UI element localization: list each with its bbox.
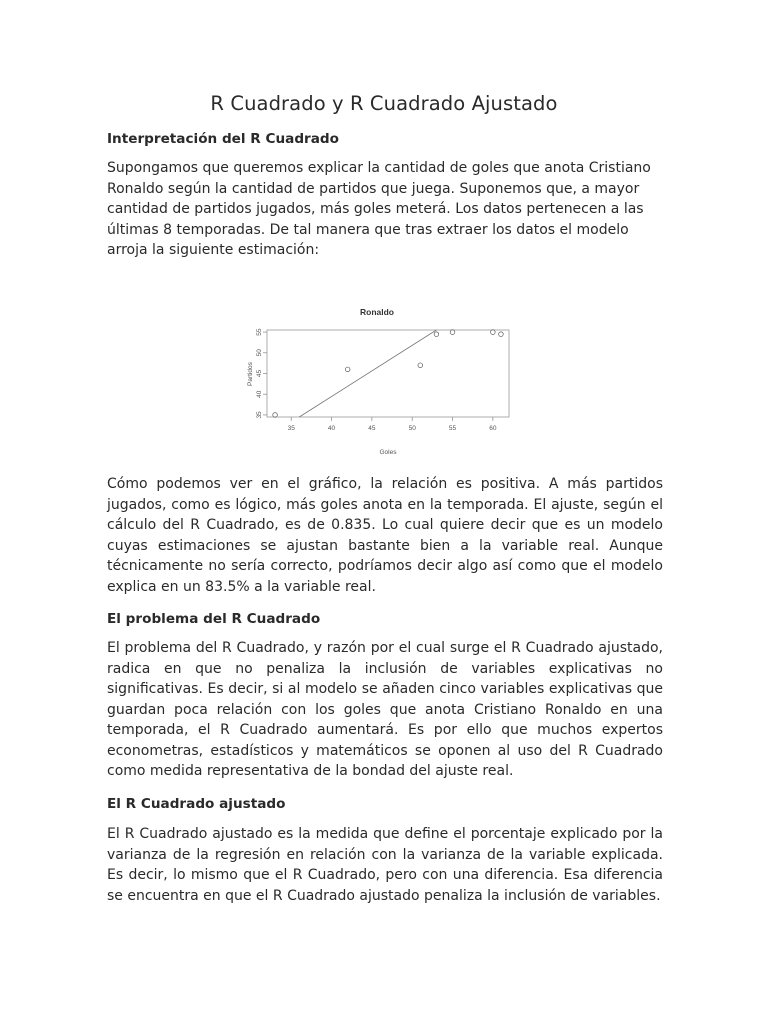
x-tick-label: 35 xyxy=(287,425,295,432)
paragraph-relacion: Cómo podemos ver en el gráfico, la relación es positiva. A más partidos jugados, como es lógico, más goles anota en la temporada. El ajuste, según el cálculo del R Cuadrado, es de 0.835. Lo cual quiere decir que es un modelo cuyas estimaciones se ajustan bastante bien a la variable real. Aunque técnicamente no sería correcto, podríamos decir algo así como que el modelo explica en un 83.5% a la variable real. xyxy=(107,476,663,595)
chart-title: Ronaldo xyxy=(360,307,394,317)
data-point xyxy=(450,330,455,335)
data-point xyxy=(418,363,423,368)
x-axis-label: Goles xyxy=(379,449,397,456)
document-title: R Cuadrado y R Cuadrado Ajustado xyxy=(210,92,558,115)
scatter-chart xyxy=(236,298,518,463)
chart-svg xyxy=(236,298,518,463)
x-tick-label: 55 xyxy=(448,425,457,432)
paragraph-problema: El problema del R Cuadrado, y razón por el cual surge el R Cuadrado ajustado, radica en que no penaliza la inclusión de variables explicativas no significativas. Es decir, si al modelo se añaden cinco variables explicativas que guardan poca relación con los goles que anota Cristiano Ronaldo en una temporada, el R Cuadrado aumentará. Es por ello que muchos expertos econometras, estadísticos y matemáticos se oponen al uso del R Cuadrado como medida representativa de la bondad del ajuste real. xyxy=(107,640,663,779)
regression-line xyxy=(299,330,436,417)
y-axis-label: Partidos xyxy=(247,362,254,386)
y-tick-label: 50 xyxy=(256,349,263,357)
x-tick-label: 60 xyxy=(489,425,497,432)
heading-problema: El problema del R Cuadrado xyxy=(107,611,321,627)
y-tick-label: 40 xyxy=(256,390,263,398)
data-point xyxy=(491,330,496,335)
paragraph-interpretacion: Supongamos que queremos explicar la cantidad de goles que anota Cristiano Ronaldo según la cantidad de partidos que juega. Suponemos que, a mayor cantidad de partidos jugados, más goles meterá. Los datos pertenecen a las últimas 8 temporadas. De tal manera que tras extraer los datos el modelo arroja la siguiente estimación: xyxy=(107,160,651,258)
y-ticks xyxy=(256,328,267,418)
plot-area xyxy=(267,330,509,417)
data-point xyxy=(499,332,504,337)
y-tick-label: 45 xyxy=(256,369,263,378)
data-point xyxy=(434,332,439,337)
data-point xyxy=(345,367,350,372)
paragraph-ajustado: El R Cuadrado ajustado es la medida que define el porcentaje explicado por la varianza de la regresión en relación con la varianza de la variable explicada. Es decir, lo mismo que el R Cuadrado, pero con una diferencia. Esa diferencia se encuentra en que el R Cuadrado ajustado penaliza la inclusión de variables. xyxy=(107,826,663,904)
y-tick-label: 55 xyxy=(256,328,263,336)
y-tick-label: 35 xyxy=(256,411,263,419)
x-ticks xyxy=(288,417,497,432)
data-points xyxy=(273,330,503,417)
heading-ajustado: El R Cuadrado ajustado xyxy=(107,796,286,812)
x-tick-label: 40 xyxy=(327,425,336,432)
heading-interpretacion: Interpretación del R Cuadrado xyxy=(107,131,339,147)
data-point xyxy=(273,413,278,418)
x-tick-label: 50 xyxy=(408,425,416,432)
x-tick-label: 45 xyxy=(368,425,376,432)
